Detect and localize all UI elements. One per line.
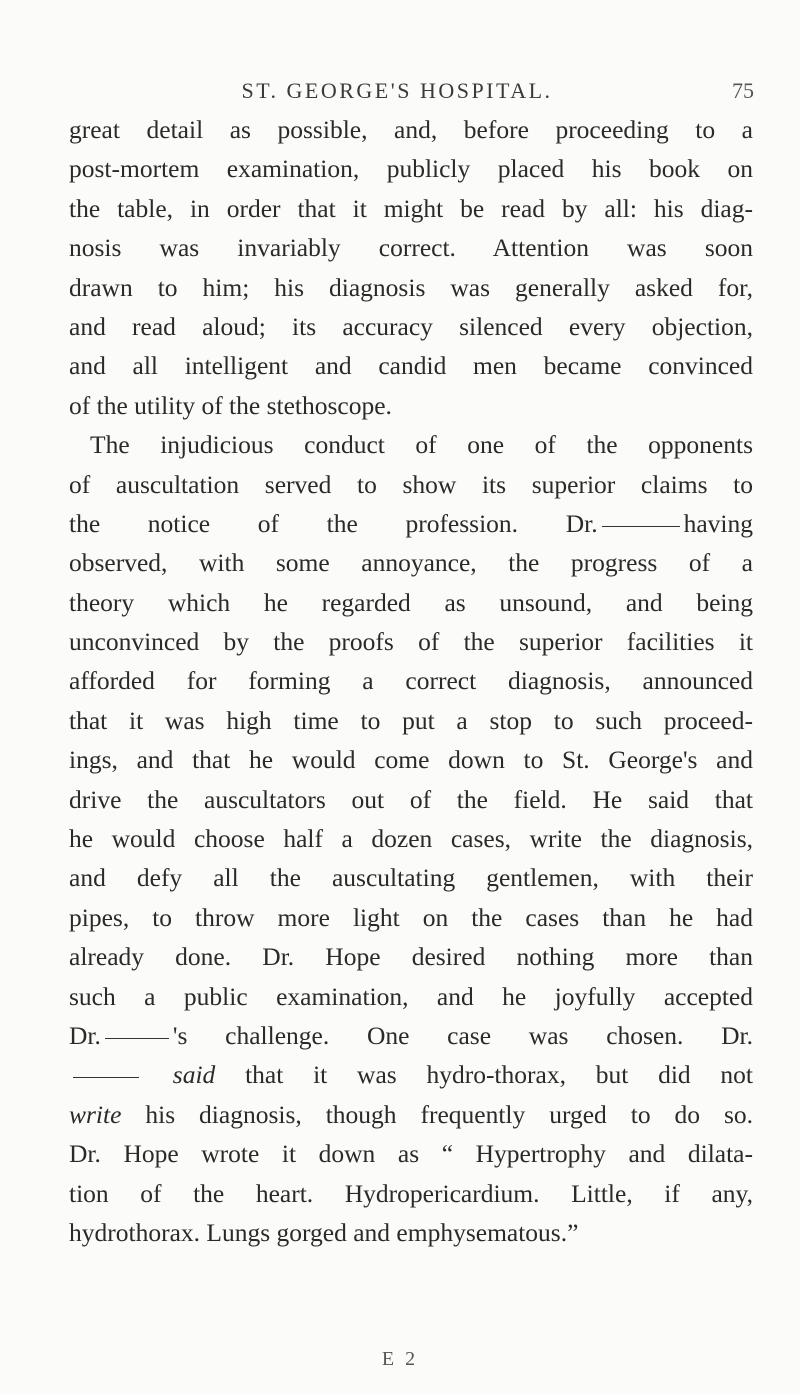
text-line: that it was high time to put a stop to such proceed- <box>69 705 753 735</box>
italic-word: write <box>69 1099 122 1129</box>
text-line <box>69 1055 753 1094</box>
text-line: the table, in order that it might be read by all: his diag- <box>69 193 753 223</box>
name-omission-dash <box>105 1038 169 1039</box>
body-text <box>69 110 753 1252</box>
running-head <box>40 70 754 110</box>
signature-mark: E 2 <box>381 1348 419 1370</box>
text-line: nosis was invariably correct. Attention was soon <box>69 233 753 263</box>
text-fragment: that it was hydro-thorax, but did not <box>245 1060 753 1090</box>
text-line: post-mortem examination, publicly placed his book on <box>69 154 753 184</box>
text-line <box>69 1095 753 1134</box>
text-line: drawn to him; his diagnosis was generally asked for, <box>69 272 753 302</box>
text-line: afforded for forming a correct diagnosis, announced <box>69 666 753 696</box>
running-title: ST. GEORGE'S HOSPITAL. <box>241 78 553 103</box>
text-fragment: the notice of the profession. Dr. <box>69 508 598 538</box>
text-line: and all intelligent and candid men became convinced <box>69 351 753 381</box>
text-line: tion of the heart. Hydropericardium. Little, if any, <box>69 1178 753 1208</box>
text-line <box>69 1016 753 1055</box>
text-fragment: Dr. <box>69 1020 101 1050</box>
text-fragment: having <box>683 508 753 538</box>
text-line: of the utility of the stethoscope. <box>69 390 392 420</box>
page-number: 75 <box>732 78 754 103</box>
text-line: unconvinced by the proofs of the superior facilities it <box>69 627 753 657</box>
italic-word: said <box>172 1060 216 1090</box>
text-line: of auscultation served to show its superior claims to <box>69 469 753 499</box>
text-line: Dr. Hope wrote it down as “ Hypertrophy and dilata- <box>69 1139 753 1169</box>
text-line: theory which he regarded as unsound, and being <box>69 587 753 617</box>
text-line: and defy all the auscultating gentlemen, with their <box>69 863 753 893</box>
text-line <box>69 504 753 543</box>
name-omission-dash <box>602 526 680 527</box>
text-line: drive the auscultators out of the field. He said that <box>69 784 753 814</box>
text-line: The injudicious conduct of one of the opponents <box>90 430 753 460</box>
text-line: observed, with some annoyance, the progress of a <box>69 548 753 578</box>
name-omission-dash <box>73 1077 139 1078</box>
text-line: ings, and that he would come down to St. George's and <box>69 745 753 775</box>
text-line: hydrothorax. Lungs gorged and emphysematous.” <box>69 1217 579 1247</box>
text-line: such a public examination, and he joyfully accepted <box>69 981 753 1011</box>
text-fragment: his diagnosis, though frequently urged to do so. <box>145 1099 753 1129</box>
text-line: he would choose half a dozen cases, write the diagnosis, <box>69 824 753 854</box>
text-line: great detail as possible, and, before proceeding to a <box>69 115 753 144</box>
text-line: already done. Dr. Hope desired nothing more than <box>69 942 753 972</box>
text-line: and read aloud; its accuracy silenced every objection, <box>69 311 753 341</box>
text-line: pipes, to throw more light on the cases than he had <box>69 902 753 932</box>
text-fragment: 's challenge. One case was chosen. Dr. <box>172 1020 753 1050</box>
